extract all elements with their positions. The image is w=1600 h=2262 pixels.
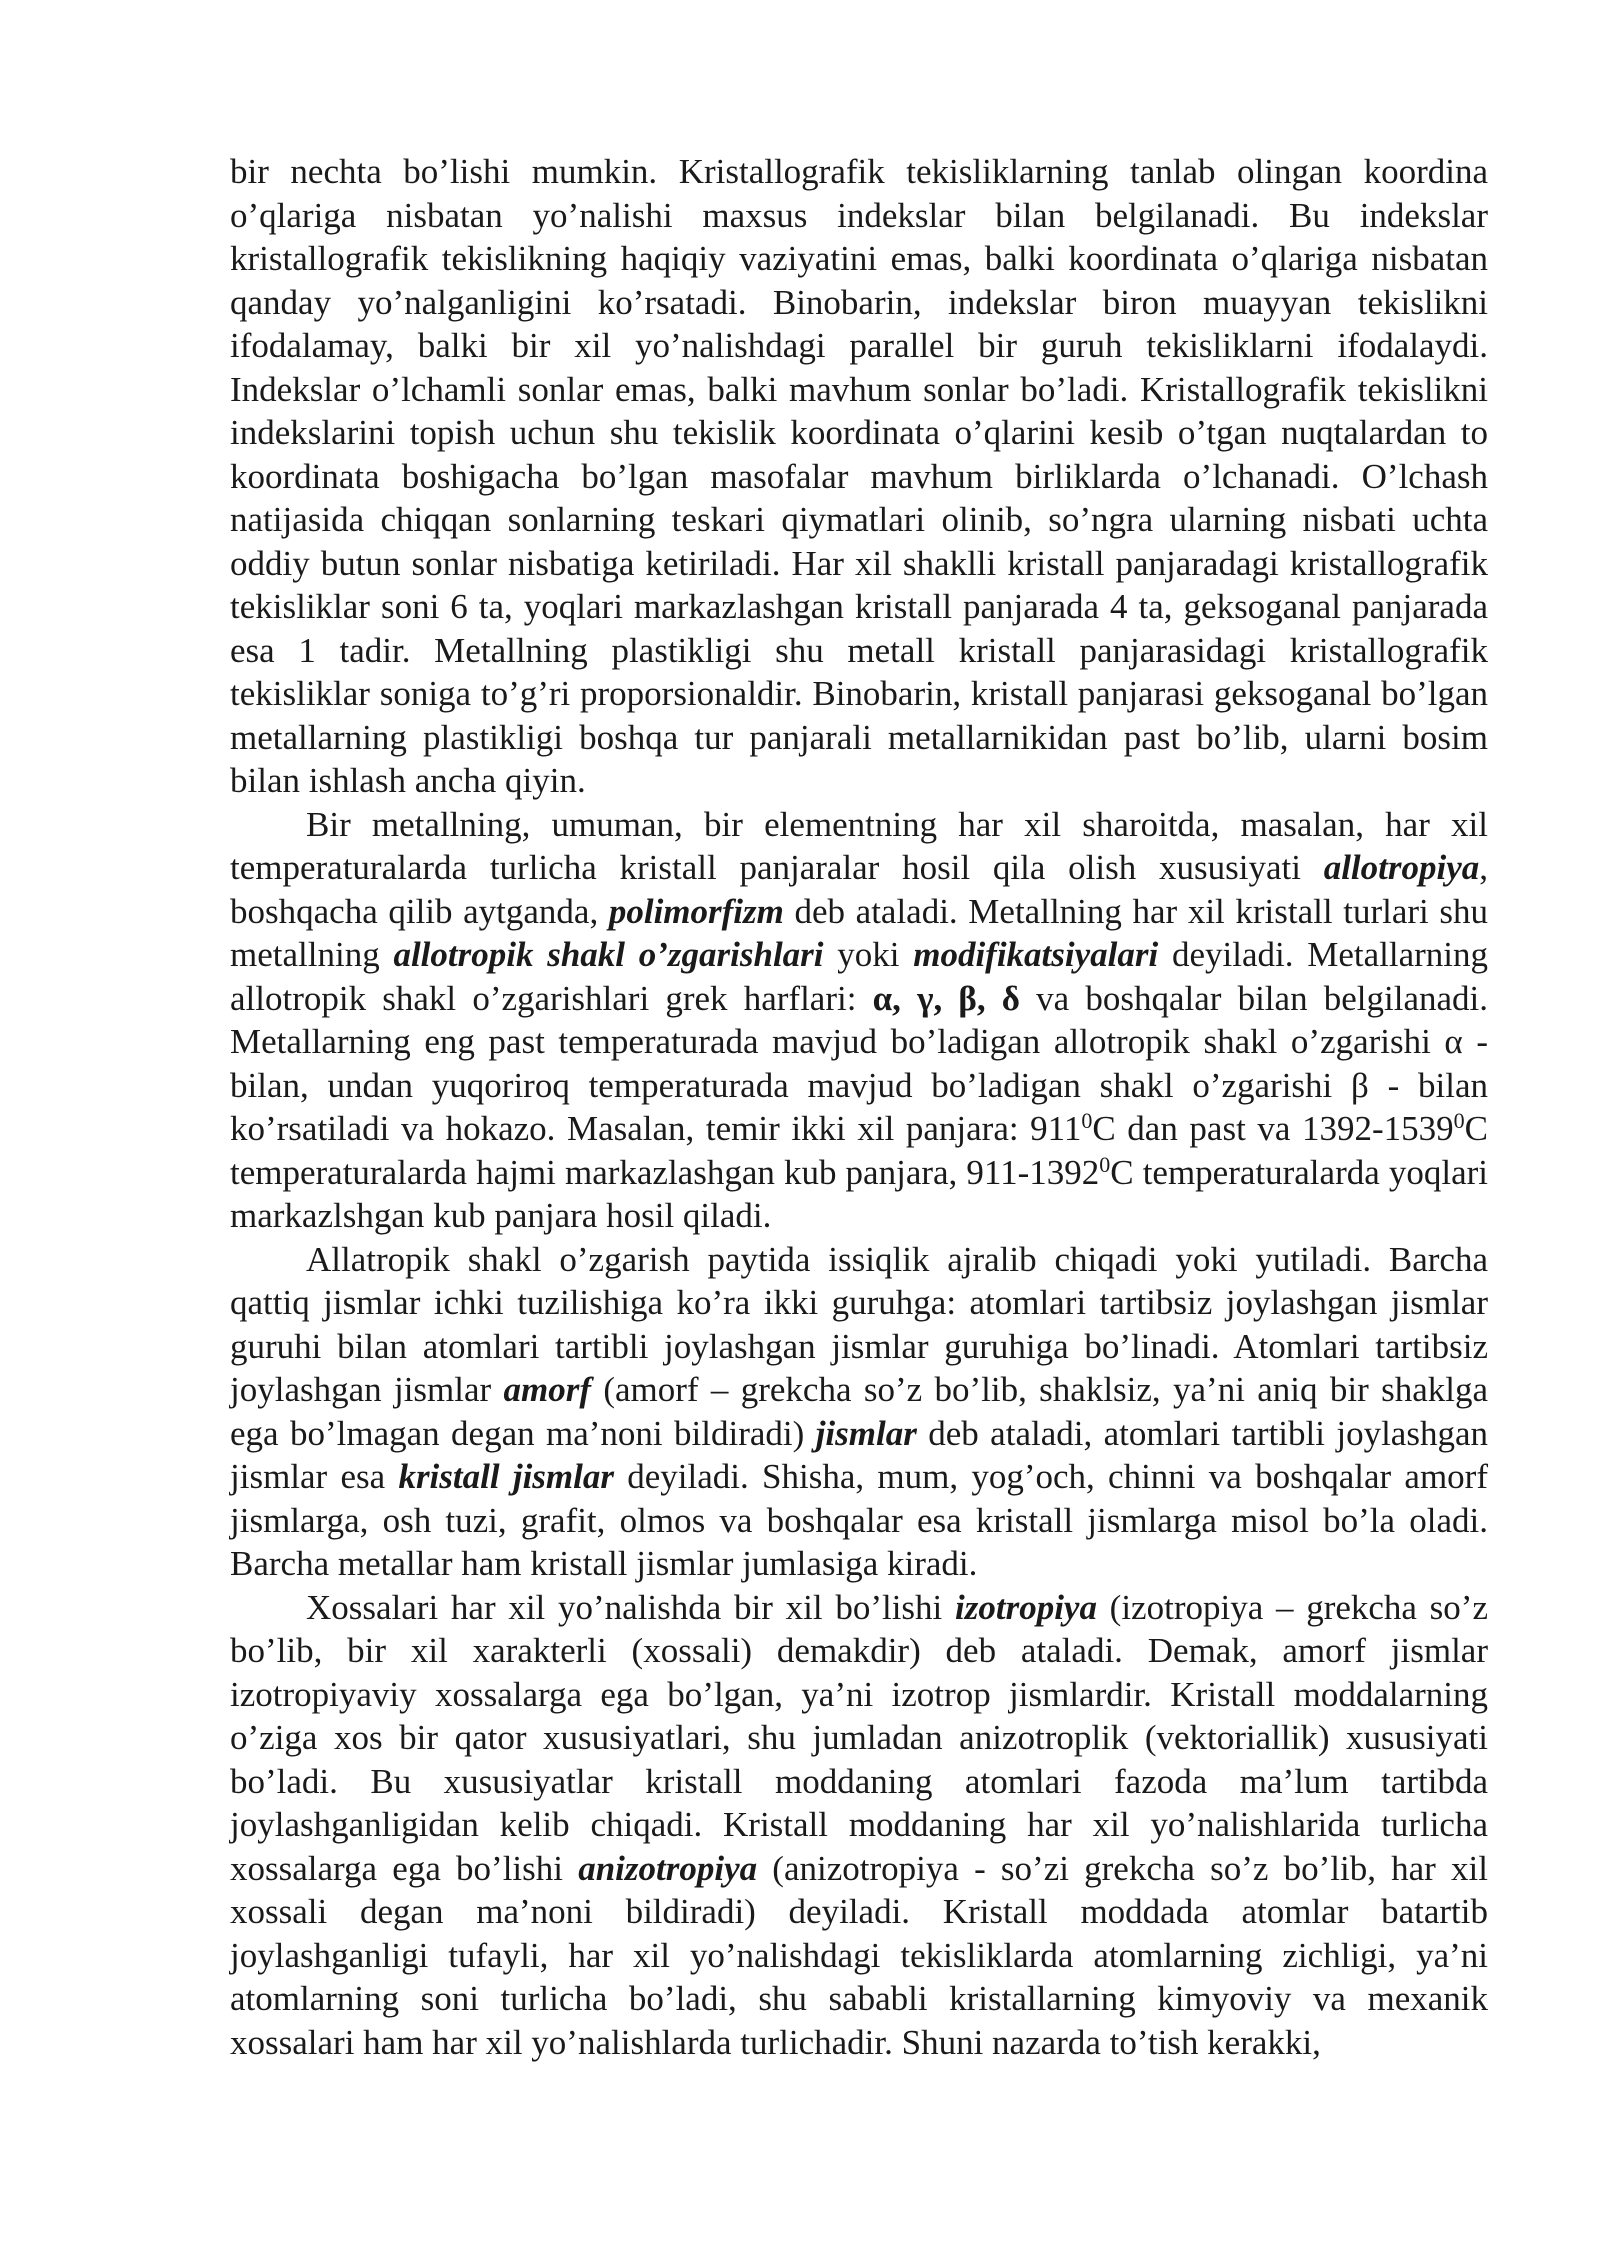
degree-superscript: 0 — [1081, 1108, 1093, 1133]
degree-superscript: 0 — [1453, 1108, 1465, 1133]
text-run: deyiladi. Metallarning allotropik shakl o’zgarishlari grek harflari: — [230, 935, 1488, 1018]
paragraph-1 — [230, 150, 1488, 803]
text-run: (anizotropiya - so’zi grekcha so’z bo’lib, har xil xossali degan ma’noni bildiradi) deyiladi. Kristall moddada atomlar batartib joylashganligi tufayli, har xil yo’nalishdagi tekisliklarda atomlarning zichligi, ya’ni atomlarning soni turlicha bo’ladi, shu sababli kristallarning kimyoviy va mexanik xossalari ham har xil yo’nalishlarda turlichadir. Shuni nazarda to’tish kerakki, — [230, 1848, 1488, 2062]
emphasized-term: kristall jismlar — [398, 1457, 614, 1496]
text-run: deyiladi. Shisha, mum, yog’och, chinni va boshqalar amorf jismlarga, osh tuzi, grafit, olmos va boshqalar esa kristall jismlarga misol bo’la oladi. Barcha metallar ham kristall jismlar jumlasiga kiradi. — [230, 1457, 1488, 1583]
paragraph-2 — [230, 803, 1488, 1238]
text-run: yoki — [823, 935, 914, 974]
degree-superscript: 0 — [1099, 1151, 1111, 1177]
emphasized-term: modifikatsiyalari — [913, 935, 1159, 974]
text-run: va boshqalar bilan belgilanadi. Metallarning eng past temperaturada mavjud bo’ladigan allotropik shakl o’zgarishi α - bilan, undan yuqoriroq temperaturada mavjud bo’ladigan shakl o’zgarishi β - bilan ko’rsatiladi va hokazo. Masalan, temir ikki xil panjara: 911 — [230, 978, 1488, 1148]
emphasized-term: polimorfizm — [608, 891, 784, 931]
emphasized-term: amorf — [503, 1370, 592, 1409]
text-run: C temperaturalarda yoqlari markazlshgan kub panjara hosil qiladi. — [230, 1152, 1488, 1235]
paragraph-3 — [230, 1238, 1488, 1586]
text-run: Xossalari har xil yo’nalishda bir xil bo’lishi — [306, 1587, 955, 1627]
text-run: deb ataladi. Metallning har xil kristall turlari shu metallning — [230, 891, 1488, 974]
text-run: (izotropiya – grekcha so’z bo’lib, bir xil xarakterli (xossali) demakdir) deb ataladi. Demak, amorf jismlar izotropiyaviy xossalarga ega bo’lgan, ya’ni izotrop jismlardir. Kristall moddalarning o’ziga xos bir qator xususiyatlari, shu jumladan anizotroplik (vektoriallik) xususiyati bo’ladi. Bu xususiyatlar kristall moddaning atomlari fazoda ma’lum tartibda joylashganligidan kelib chiqadi. Kristall moddaning har xil yo’nalishlarida turlicha xossalarga ega bo’lishi — [230, 1587, 1488, 1888]
text-run: (amorf – grekcha so’z bo’lib, shaklsiz, ya’ni aniq bir shaklga ega bo’lmagan degan ma’noni bildiradi) — [230, 1370, 1488, 1453]
emphasized-term: jismlar — [815, 1413, 917, 1453]
text-run: C temperaturalarda hajmi markazlashgan kub panjara, 911-1392 — [230, 1109, 1488, 1192]
text-run: deb ataladi, atomlari tartibli joylashgan jismlar esa — [230, 1413, 1488, 1496]
text-run: bir nechta bo’lishi mumkin. Kristallografik tekisliklarning tanlab olingan koordina o’qlariga nisbatan yo’nalishi maxsus indekslar bilan belgilanadi. Bu indekslar kristallografik tekislikning haqiqiy vaziyatini emas, balki koordinata o’qlariga nisbatan qanday yo’nalganligini ko’rsatadi. Binobarin, indekslar biron muayyan tekislikni ifodalamay, balki bir xil yo’nalishdagi parallel bir guruh tekisliklarni ifodalaydi. Indekslar o’lchamli sonlar emas, balki mavhum sonlar bo’ladi. Kristallografik tekislikni indekslarini topish uchun shu tekislik koordinata o’qlarini kesib o’tgan nuqtalardan to koordinata boshigacha bo’lgan masofalar mavhum birliklarda o’lchanadi. O’lchash natijasida chiqqan sonlarning teskari qiymatlari olinib, so’ngra ularning nisbati uchta oddiy butun sonlar nisbatiga ketiriladi. Har xil shaklli kristall panjaradagi kristallografik tekisliklar soni 6 ta, yoqlari markazlashgan kristall panjarada 4 ta, geksoganal panjarada esa 1 tadir. Metallning plastikligi shu metall kristall panjarasidagi kristallografik tekisliklar soniga to’g’ri proporsionaldir. Binobarin, kristall panjarasi geksoganal bo’lgan metallarning plastikligi boshqa tur panjarali metallarnikidan past bo’lib, ularni bosim bilan ishlash ancha qiyin. — [230, 152, 1488, 800]
emphasized-term: allotropik shakl o’zgarishlari — [393, 935, 824, 974]
paragraph-4 — [230, 1586, 1488, 2065]
greek-letters: α, γ, β, δ — [872, 978, 1020, 1018]
emphasized-term: izotropiya — [955, 1587, 1097, 1627]
text-run: , boshqacha qilib aytganda, — [230, 848, 1488, 931]
emphasized-term: anizotropiya — [578, 1848, 758, 1888]
text-run: Bir metallning, umuman, bir elementning har xil sharoitda, masalan, har xil temperaturalarda turlicha kristall panjaralar hosil qila olish xususiyati — [230, 804, 1488, 887]
text-run: C dan past va 1392-1539 — [1092, 1109, 1454, 1148]
emphasized-term: allotropiya — [1323, 848, 1480, 887]
document-page — [230, 150, 1488, 2064]
text-run: Allatropik shakl o’zgarish paytida issiqlik ajralib chiqadi yoki yutiladi. Barcha qattiq jismlar ichki tuzilishiga ko’ra ikki guruhga: atomlari tartibsiz joylashgan jismlar guruhi bilan atomlari tartibli joylashgan jismlar guruhiga bo’linadi. Atomlari tartibsiz joylashgan jismlar — [230, 1239, 1488, 1409]
